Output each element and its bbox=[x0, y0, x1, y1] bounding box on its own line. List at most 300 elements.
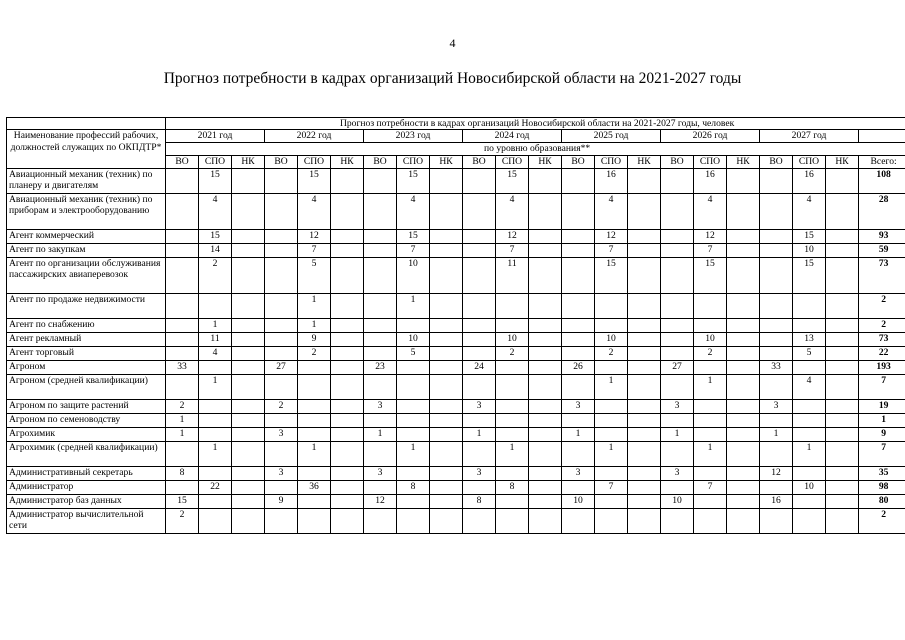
value-cell bbox=[496, 361, 529, 375]
education-level-subheader: ВО bbox=[265, 156, 298, 169]
value-cell: 1 bbox=[562, 428, 595, 442]
value-cell bbox=[727, 414, 760, 428]
education-level-subheader: СПО bbox=[793, 156, 826, 169]
value-cell bbox=[628, 414, 661, 428]
value-cell bbox=[628, 400, 661, 414]
value-cell bbox=[364, 230, 397, 244]
value-cell bbox=[661, 294, 694, 319]
value-cell bbox=[562, 509, 595, 534]
education-level-subheader: НК bbox=[529, 156, 562, 169]
value-cell bbox=[232, 347, 265, 361]
value-cell bbox=[826, 428, 859, 442]
value-cell bbox=[298, 414, 331, 428]
value-cell bbox=[595, 509, 628, 534]
value-cell bbox=[760, 230, 793, 244]
value-cell bbox=[463, 244, 496, 258]
value-cell bbox=[529, 400, 562, 414]
education-level-subheader: ВО bbox=[463, 156, 496, 169]
education-level-subheader: ВО bbox=[364, 156, 397, 169]
value-cell bbox=[661, 442, 694, 467]
value-cell bbox=[364, 375, 397, 400]
education-level-subheader: ВО bbox=[760, 156, 793, 169]
value-cell bbox=[298, 375, 331, 400]
value-cell bbox=[727, 319, 760, 333]
value-cell bbox=[166, 347, 199, 361]
table-row bbox=[7, 347, 905, 361]
value-cell bbox=[463, 375, 496, 400]
table-row bbox=[7, 230, 905, 244]
value-cell: 4 bbox=[397, 194, 430, 230]
value-cell bbox=[430, 169, 463, 194]
value-cell bbox=[562, 414, 595, 428]
value-cell: 7 bbox=[694, 481, 727, 495]
value-cell bbox=[628, 442, 661, 467]
value-cell bbox=[628, 294, 661, 319]
value-cell: 10 bbox=[496, 333, 529, 347]
value-cell bbox=[463, 258, 496, 294]
year-header: 2023 год bbox=[364, 130, 463, 143]
profession-name: Агроном bbox=[7, 361, 166, 375]
value-cell bbox=[232, 495, 265, 509]
value-cell bbox=[364, 169, 397, 194]
table-row bbox=[7, 169, 905, 194]
value-cell: 1 bbox=[463, 428, 496, 442]
value-cell: 23 bbox=[364, 361, 397, 375]
profession-name: Администратор bbox=[7, 481, 166, 495]
value-cell bbox=[364, 509, 397, 534]
value-cell bbox=[694, 294, 727, 319]
education-level-subheader: НК bbox=[331, 156, 364, 169]
value-cell: 1 bbox=[661, 428, 694, 442]
profession-name: Агент по снабжению bbox=[7, 319, 166, 333]
value-cell bbox=[232, 442, 265, 467]
value-cell bbox=[760, 169, 793, 194]
value-cell bbox=[265, 347, 298, 361]
value-cell bbox=[232, 230, 265, 244]
value-cell bbox=[826, 414, 859, 428]
value-cell bbox=[628, 509, 661, 534]
profession-name: Администратор вычислительной сети bbox=[7, 509, 166, 534]
value-cell bbox=[628, 244, 661, 258]
value-cell: 15 bbox=[496, 169, 529, 194]
value-cell bbox=[232, 414, 265, 428]
value-cell bbox=[463, 294, 496, 319]
value-cell: 8 bbox=[496, 481, 529, 495]
value-cell: 26 bbox=[562, 361, 595, 375]
value-cell bbox=[397, 495, 430, 509]
value-cell bbox=[826, 509, 859, 534]
value-cell: 15 bbox=[199, 169, 232, 194]
value-cell bbox=[430, 361, 463, 375]
value-cell bbox=[595, 428, 628, 442]
value-cell: 1 bbox=[793, 442, 826, 467]
table-row bbox=[7, 258, 905, 294]
value-cell: 1 bbox=[199, 442, 232, 467]
total-cell: 2 bbox=[859, 294, 905, 319]
education-level-subheader: СПО bbox=[595, 156, 628, 169]
year-header: 2026 год bbox=[661, 130, 760, 143]
profession-name-header: Наименование профессий рабочих, должностей служащих по ОКПДТР* bbox=[7, 130, 166, 169]
value-cell: 27 bbox=[265, 361, 298, 375]
total-cell: 193 bbox=[859, 361, 905, 375]
value-cell: 1 bbox=[595, 375, 628, 400]
value-cell bbox=[562, 244, 595, 258]
value-cell: 3 bbox=[760, 400, 793, 414]
value-cell bbox=[661, 509, 694, 534]
value-cell bbox=[331, 169, 364, 194]
value-cell: 24 bbox=[463, 361, 496, 375]
total-cell: 35 bbox=[859, 467, 905, 481]
value-cell bbox=[331, 428, 364, 442]
value-cell bbox=[232, 400, 265, 414]
value-cell bbox=[232, 294, 265, 319]
value-cell bbox=[331, 509, 364, 534]
value-cell: 2 bbox=[496, 347, 529, 361]
profession-name: Авиационный механик (техник) по приборам и электрооборудованию bbox=[7, 194, 166, 230]
corner-cell bbox=[7, 118, 166, 130]
table-row bbox=[7, 333, 905, 347]
value-cell bbox=[727, 361, 760, 375]
value-cell bbox=[793, 428, 826, 442]
value-cell: 9 bbox=[298, 333, 331, 347]
value-cell bbox=[826, 294, 859, 319]
value-cell bbox=[331, 347, 364, 361]
value-cell bbox=[430, 230, 463, 244]
value-cell: 4 bbox=[793, 194, 826, 230]
value-cell: 1 bbox=[199, 375, 232, 400]
value-cell bbox=[364, 244, 397, 258]
value-cell bbox=[265, 258, 298, 294]
value-cell: 12 bbox=[694, 230, 727, 244]
value-cell bbox=[529, 333, 562, 347]
value-cell bbox=[595, 400, 628, 414]
total-header-spacer bbox=[859, 130, 905, 143]
value-cell: 16 bbox=[595, 169, 628, 194]
value-cell: 8 bbox=[463, 495, 496, 509]
value-cell: 2 bbox=[694, 347, 727, 361]
value-cell bbox=[331, 333, 364, 347]
value-cell bbox=[232, 194, 265, 230]
value-cell bbox=[562, 442, 595, 467]
value-cell bbox=[826, 442, 859, 467]
value-cell: 15 bbox=[397, 230, 430, 244]
value-cell: 10 bbox=[397, 258, 430, 294]
value-cell bbox=[331, 481, 364, 495]
profession-name: Администратор баз данных bbox=[7, 495, 166, 509]
value-cell bbox=[760, 481, 793, 495]
table-row bbox=[7, 319, 905, 333]
total-cell: 98 bbox=[859, 481, 905, 495]
value-cell bbox=[661, 319, 694, 333]
value-cell bbox=[529, 428, 562, 442]
value-cell bbox=[826, 375, 859, 400]
value-cell bbox=[760, 509, 793, 534]
value-cell bbox=[364, 333, 397, 347]
value-cell: 13 bbox=[793, 333, 826, 347]
value-cell bbox=[232, 361, 265, 375]
value-cell bbox=[727, 333, 760, 347]
value-cell bbox=[430, 400, 463, 414]
table-row bbox=[7, 361, 905, 375]
value-cell bbox=[496, 375, 529, 400]
value-cell bbox=[826, 333, 859, 347]
profession-name: Агроном по семеноводству bbox=[7, 414, 166, 428]
value-cell bbox=[562, 375, 595, 400]
forecast-table bbox=[6, 117, 905, 534]
value-cell: 8 bbox=[166, 467, 199, 481]
value-cell: 36 bbox=[298, 481, 331, 495]
value-cell bbox=[265, 481, 298, 495]
value-cell bbox=[232, 481, 265, 495]
value-cell: 14 bbox=[199, 244, 232, 258]
value-cell bbox=[595, 467, 628, 481]
value-cell: 9 bbox=[265, 495, 298, 509]
value-cell bbox=[463, 169, 496, 194]
value-cell bbox=[199, 495, 232, 509]
value-cell bbox=[397, 361, 430, 375]
value-cell bbox=[331, 442, 364, 467]
value-cell bbox=[694, 428, 727, 442]
value-cell: 2 bbox=[265, 400, 298, 414]
value-cell bbox=[529, 258, 562, 294]
value-cell: 11 bbox=[496, 258, 529, 294]
value-cell bbox=[430, 319, 463, 333]
value-cell: 15 bbox=[793, 258, 826, 294]
value-cell: 2 bbox=[166, 509, 199, 534]
value-cell bbox=[331, 400, 364, 414]
value-cell bbox=[628, 319, 661, 333]
education-level-header: по уровню образования** bbox=[166, 143, 905, 156]
table-row bbox=[7, 509, 905, 534]
table-row bbox=[7, 481, 905, 495]
value-cell bbox=[364, 194, 397, 230]
table-row bbox=[7, 495, 905, 509]
value-cell: 1 bbox=[298, 442, 331, 467]
value-cell bbox=[529, 509, 562, 534]
value-cell: 8 bbox=[397, 481, 430, 495]
value-cell bbox=[628, 258, 661, 294]
value-cell: 15 bbox=[595, 258, 628, 294]
value-cell: 15 bbox=[166, 495, 199, 509]
value-cell bbox=[727, 347, 760, 361]
value-cell bbox=[826, 495, 859, 509]
value-cell bbox=[166, 230, 199, 244]
table-row bbox=[7, 414, 905, 428]
value-cell bbox=[529, 169, 562, 194]
education-level-subheader: НК bbox=[628, 156, 661, 169]
value-cell bbox=[793, 467, 826, 481]
value-cell bbox=[529, 467, 562, 481]
value-cell bbox=[760, 442, 793, 467]
value-cell: 12 bbox=[496, 230, 529, 244]
value-cell bbox=[166, 319, 199, 333]
value-cell: 15 bbox=[694, 258, 727, 294]
value-cell bbox=[166, 258, 199, 294]
value-cell bbox=[199, 400, 232, 414]
value-cell bbox=[826, 194, 859, 230]
value-cell bbox=[628, 347, 661, 361]
value-cell bbox=[760, 347, 793, 361]
value-cell: 1 bbox=[397, 442, 430, 467]
value-cell bbox=[397, 319, 430, 333]
value-cell bbox=[694, 361, 727, 375]
value-cell bbox=[661, 347, 694, 361]
value-cell bbox=[463, 481, 496, 495]
value-cell bbox=[628, 481, 661, 495]
value-cell bbox=[232, 319, 265, 333]
value-cell bbox=[562, 258, 595, 294]
page-number: 4 bbox=[449, 36, 456, 50]
total-cell: 2 bbox=[859, 509, 905, 534]
value-cell bbox=[793, 414, 826, 428]
value-cell: 4 bbox=[793, 375, 826, 400]
value-cell bbox=[529, 442, 562, 467]
value-cell bbox=[562, 481, 595, 495]
value-cell: 3 bbox=[265, 428, 298, 442]
value-cell bbox=[232, 375, 265, 400]
value-cell: 4 bbox=[496, 194, 529, 230]
total-cell: 73 bbox=[859, 258, 905, 294]
value-cell bbox=[199, 428, 232, 442]
value-cell: 33 bbox=[166, 361, 199, 375]
value-cell: 1 bbox=[694, 442, 727, 467]
value-cell bbox=[727, 467, 760, 481]
value-cell: 1 bbox=[298, 294, 331, 319]
value-cell bbox=[430, 442, 463, 467]
value-cell bbox=[463, 347, 496, 361]
value-cell bbox=[661, 169, 694, 194]
value-cell bbox=[463, 414, 496, 428]
value-cell bbox=[430, 294, 463, 319]
value-cell: 3 bbox=[661, 400, 694, 414]
value-cell bbox=[628, 467, 661, 481]
value-cell bbox=[727, 258, 760, 294]
value-cell bbox=[232, 244, 265, 258]
value-cell bbox=[331, 294, 364, 319]
value-cell bbox=[331, 244, 364, 258]
value-cell: 7 bbox=[496, 244, 529, 258]
value-cell: 3 bbox=[463, 467, 496, 481]
value-cell: 12 bbox=[760, 467, 793, 481]
table-row bbox=[7, 428, 905, 442]
value-cell bbox=[727, 194, 760, 230]
value-cell bbox=[595, 361, 628, 375]
value-cell: 15 bbox=[298, 169, 331, 194]
value-cell bbox=[496, 319, 529, 333]
value-cell: 3 bbox=[364, 400, 397, 414]
value-cell: 3 bbox=[661, 467, 694, 481]
value-cell bbox=[562, 319, 595, 333]
value-cell bbox=[265, 194, 298, 230]
value-cell bbox=[793, 319, 826, 333]
value-cell bbox=[430, 481, 463, 495]
value-cell bbox=[232, 258, 265, 294]
value-cell bbox=[232, 333, 265, 347]
value-cell: 1 bbox=[364, 428, 397, 442]
value-cell bbox=[463, 319, 496, 333]
value-cell bbox=[529, 194, 562, 230]
table-row bbox=[7, 467, 905, 481]
value-cell bbox=[760, 294, 793, 319]
value-cell bbox=[529, 319, 562, 333]
total-cell: 7 bbox=[859, 375, 905, 400]
year-header: 2021 год bbox=[166, 130, 265, 143]
profession-name: Агент по продаже недвижимости bbox=[7, 294, 166, 319]
value-cell bbox=[628, 375, 661, 400]
value-cell bbox=[298, 467, 331, 481]
value-cell bbox=[298, 400, 331, 414]
profession-name: Агент по организации обслуживания пассажирских авиаперевозок bbox=[7, 258, 166, 294]
value-cell bbox=[430, 244, 463, 258]
total-cell: 19 bbox=[859, 400, 905, 414]
value-cell bbox=[364, 481, 397, 495]
value-cell bbox=[496, 467, 529, 481]
value-cell bbox=[166, 194, 199, 230]
value-cell bbox=[826, 230, 859, 244]
value-cell bbox=[760, 258, 793, 294]
value-cell bbox=[199, 414, 232, 428]
value-cell bbox=[529, 347, 562, 361]
value-cell bbox=[463, 442, 496, 467]
value-cell: 10 bbox=[397, 333, 430, 347]
value-cell bbox=[430, 428, 463, 442]
table-row bbox=[7, 294, 905, 319]
value-cell bbox=[331, 319, 364, 333]
value-cell bbox=[727, 495, 760, 509]
value-cell bbox=[331, 361, 364, 375]
value-cell bbox=[694, 414, 727, 428]
value-cell bbox=[628, 428, 661, 442]
value-cell bbox=[661, 481, 694, 495]
value-cell bbox=[661, 333, 694, 347]
value-cell bbox=[232, 428, 265, 442]
total-header: Всего: bbox=[859, 156, 905, 169]
value-cell bbox=[166, 333, 199, 347]
value-cell: 1 bbox=[298, 319, 331, 333]
profession-name: Агроном по защите растений bbox=[7, 400, 166, 414]
value-cell: 5 bbox=[397, 347, 430, 361]
value-cell: 10 bbox=[562, 495, 595, 509]
value-cell bbox=[364, 347, 397, 361]
value-cell bbox=[298, 428, 331, 442]
value-cell bbox=[727, 428, 760, 442]
table-row bbox=[7, 244, 905, 258]
value-cell bbox=[496, 414, 529, 428]
education-level-subheader: ВО bbox=[661, 156, 694, 169]
value-cell: 1 bbox=[166, 428, 199, 442]
value-cell bbox=[793, 509, 826, 534]
value-cell bbox=[298, 509, 331, 534]
value-cell bbox=[265, 294, 298, 319]
profession-name: Агроном (средней квалификации) bbox=[7, 375, 166, 400]
value-cell: 16 bbox=[760, 495, 793, 509]
value-cell bbox=[628, 495, 661, 509]
total-cell: 108 bbox=[859, 169, 905, 194]
value-cell bbox=[661, 258, 694, 294]
value-cell bbox=[826, 481, 859, 495]
value-cell: 1 bbox=[595, 442, 628, 467]
value-cell bbox=[595, 319, 628, 333]
value-cell bbox=[628, 361, 661, 375]
value-cell bbox=[199, 294, 232, 319]
value-cell bbox=[529, 481, 562, 495]
value-cell bbox=[826, 347, 859, 361]
value-cell bbox=[793, 294, 826, 319]
value-cell bbox=[760, 333, 793, 347]
value-cell bbox=[595, 495, 628, 509]
value-cell bbox=[166, 169, 199, 194]
value-cell: 11 bbox=[199, 333, 232, 347]
